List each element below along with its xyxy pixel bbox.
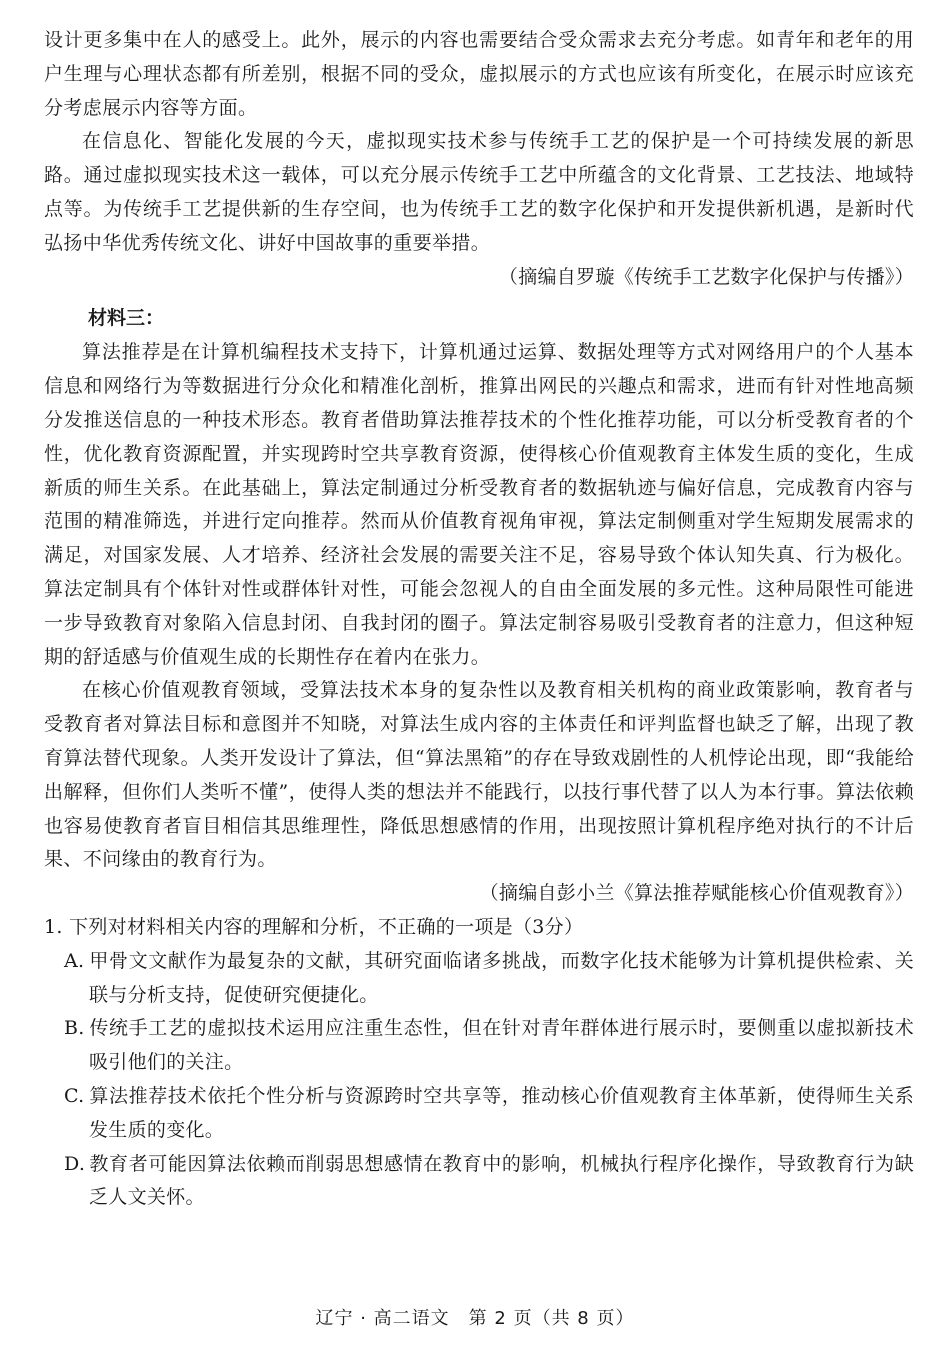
option-b — [44, 1012, 914, 1080]
paragraph-core-values-education: 在核心价值观教育领域，受算法技术本身的复杂性以及教育相关机构的商业政策影响，教育者与受教育者对算法目标和意图并不知晓，对算法生成内容的主体责任和评判监督也缺乏了解，出现了教育算法替代现象。人类开发设计了算法，但“算法黑箱”的存在导致戏剧性的人机悖论出现，即“我能给出解释，但你们人类听不懂”，使得人类的想法并不能践行，以技行事代替了以人为本行事。算法依赖也容易使教育者盲目相信其思维理性，降低思想感情的作用，出现按照计算机程序绝对执行的不计后果、不问缘由的教育行为。 — [44, 679, 914, 871]
option-text: 甲骨文文献作为最复杂的文献，其研究面临诸多挑战，而数字化技术能够为计算机提供检索、关联与分析支持，促使研究便捷化。 — [89, 949, 914, 1006]
document-page — [44, 24, 914, 1215]
option-text: 传统手工艺的虚拟技术运用应注重生态性，但在针对青年群体进行展示时，要侧重以虚拟新技术吸引他们的关注。 — [89, 1017, 914, 1074]
paragraph-vr-handicraft: 在信息化、智能化发展的今天，虚拟现实技术参与传统手工艺的保护是一个可持续发展的新思路。通过虚拟现实技术这一载体，可以充分展示传统手工艺中所蕴含的文化背景、工艺技法、地域特点等。为传统手工艺提供新的生存空间，也为传统手工艺的数字化保护和开发提供新机遇，是新时代弘扬中华优秀传统文化、讲好中国故事的重要举措。 — [44, 130, 914, 254]
source-citation-2: （摘编自彭小兰《算法推荐赋能核心价值观教育》） — [479, 882, 914, 905]
question-1: 1. 下列对材料相关内容的理解和分析，不正确的一项是（3分） — [44, 915, 584, 938]
option-letter: B. — [64, 1017, 85, 1040]
paragraph-algorithm-recommendation: 算法推荐是在计算机编程技术支持下，计算机通过运算、数据处理等方式对网络用户的个人基本信息和网络行为等数据进行分众化和精准化剖析，推算出网民的兴趣点和需求，进而有针对性地高频分发推送信息的一种技术形态。教育者借助算法推荐技术的个性化推荐功能，可以分析受教育者的个性，优化教育资源配置，并实现跨时空共享教育资源，使得核心价值观教育主体发生质的变化，生成新质的师生关系。在此基础上，算法定制通过分析受教育者的数据轨迹与偏好信息，完成教育内容与范围的精准筛选，并进行定向推荐。然而从价值教育视角审视，算法定制侧重对学生短期发展需求的满足，对国家发展、人才培养、经济社会发展的需要关注不足，容易导致个体认知失真、行为极化。算法定制具有个体针对性或群体针对性，可能会忽视人的自由全面发展的多元性。这种局限性可能进一步导致教育对象陷入信息封闭、自我封闭的圈子。算法定制容易吸引受教育者的注意力，但这种短期的舒适感与价值观生成的长期性存在着内在张力。 — [44, 341, 914, 668]
option-text: 教育者可能因算法依赖而削弱思想感情在教育中的影响，机械执行程序化操作，导致教育行为缺乏人文关怀。 — [89, 1152, 914, 1209]
page-footer: 辽宁 · 高二语文 第 2 页（共 8 页） — [315, 1308, 635, 1329]
paragraph-continued: 设计更多集中在人的感受上。此外，展示的内容也需要结合受众需求去充分考虑。如青年和老年的用户生理与心理状态都有所差别，根据不同的受众，虚拟展示的方式也应该有所变化，在展示时应该充分考虑展示内容等方面。 — [44, 29, 914, 119]
source-citation-1: （摘编自罗璇《传统手工艺数字化保护与传播》） — [498, 265, 914, 288]
option-letter: C. — [64, 1084, 85, 1107]
option-text: 算法推荐技术依托个性分析与资源跨时空共享等，推动核心价值观教育主体革新，使得师生关系发生质的变化。 — [89, 1084, 914, 1141]
option-d — [44, 1148, 914, 1216]
option-a — [44, 945, 914, 1013]
material-3-heading: 材料三： — [88, 307, 165, 330]
option-c — [44, 1080, 914, 1148]
option-letter: A. — [64, 949, 85, 972]
option-letter: D. — [64, 1152, 86, 1175]
